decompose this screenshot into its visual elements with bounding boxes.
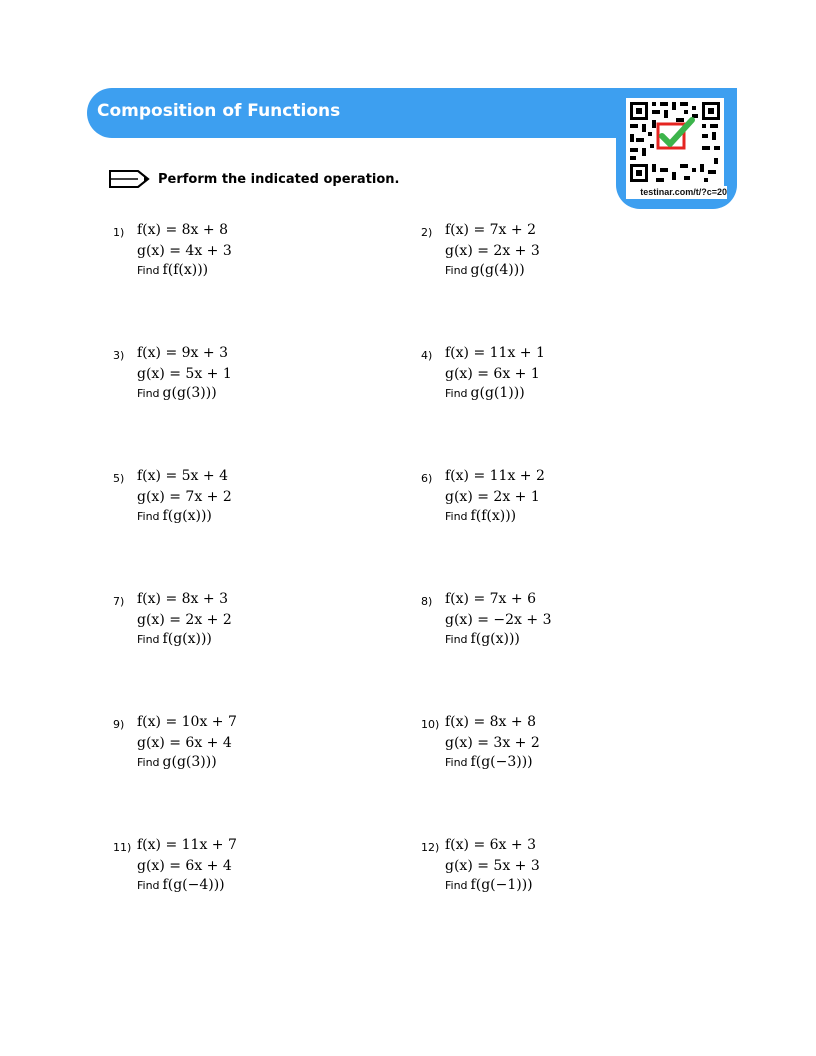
problem-number: 5): [113, 472, 125, 485]
g-definition: g(x) = 5x + 3: [445, 858, 540, 874]
g-definition: g(x) = 6x + 4: [137, 858, 232, 874]
problem-item: [113, 837, 393, 907]
instruction-text: Perform the indicated operation.: [158, 172, 400, 187]
f-definition: f(x) = 8x + 8: [137, 222, 228, 238]
problem-number: 10): [421, 718, 440, 731]
f-definition: f(x) = 10x + 7: [137, 714, 237, 730]
find-target: f(g(x))): [162, 631, 212, 647]
f-definition: f(x) = 8x + 8: [445, 714, 536, 730]
find-target: f(g(−4))): [162, 877, 225, 893]
find-expression: [445, 754, 533, 770]
find-expression: [137, 631, 212, 647]
g-definition: g(x) = −2x + 3: [445, 612, 552, 628]
g-definition: g(x) = 5x + 1: [137, 366, 232, 382]
problem-number: 8): [421, 595, 433, 608]
problem-number: 2): [421, 226, 433, 239]
find-expression: [445, 508, 516, 524]
find-expression: [445, 877, 533, 893]
f-definition: f(x) = 11x + 1: [445, 345, 545, 361]
f-definition: f(x) = 11x + 2: [445, 468, 545, 484]
f-definition: f(x) = 8x + 3: [137, 591, 228, 607]
problem-number: 6): [421, 472, 433, 485]
problem-item: [421, 222, 701, 292]
find-target: g(g(3))): [162, 754, 217, 770]
problem-number: 4): [421, 349, 433, 362]
find-target: g(g(3))): [162, 385, 217, 401]
qr-code-icon: [626, 98, 724, 186]
problem-item: [421, 591, 701, 661]
find-target: f(g(−1))): [470, 877, 533, 893]
g-definition: g(x) = 6x + 4: [137, 735, 232, 751]
problem-item: [113, 714, 393, 784]
find-expression: [137, 508, 212, 524]
f-definition: f(x) = 7x + 2: [445, 222, 536, 238]
find-target: f(g(−3))): [470, 754, 533, 770]
problem-number: 11): [113, 841, 132, 854]
find-label: Find: [137, 387, 160, 400]
find-target: f(g(x))): [162, 508, 212, 524]
problem-item: [421, 714, 701, 784]
g-definition: g(x) = 2x + 2: [137, 612, 232, 628]
problem-item: [113, 222, 393, 292]
g-definition: g(x) = 7x + 2: [137, 489, 232, 505]
problem-number: 7): [113, 595, 125, 608]
problem-item: [113, 345, 393, 415]
f-definition: f(x) = 7x + 6: [445, 591, 536, 607]
g-definition: g(x) = 2x + 1: [445, 489, 540, 505]
problem-item: [113, 468, 393, 538]
find-label: Find: [445, 756, 468, 769]
find-expression: [445, 262, 525, 278]
g-definition: g(x) = 4x + 3: [137, 243, 232, 259]
find-expression: [137, 877, 225, 893]
f-definition: f(x) = 6x + 3: [445, 837, 536, 853]
find-expression: [137, 754, 217, 770]
find-label: Find: [137, 756, 160, 769]
find-label: Find: [137, 879, 160, 892]
find-target: f(g(x))): [470, 631, 520, 647]
problem-item: [421, 345, 701, 415]
find-label: Find: [445, 264, 468, 277]
g-definition: g(x) = 2x + 3: [445, 243, 540, 259]
find-expression: [445, 631, 520, 647]
problem-number: 3): [113, 349, 125, 362]
f-definition: f(x) = 9x + 3: [137, 345, 228, 361]
problem-item: [421, 837, 701, 907]
find-target: g(g(1))): [470, 385, 525, 401]
qr-url-text: testinar.com/t/?c=20: [626, 186, 727, 199]
find-label: Find: [445, 510, 468, 523]
g-definition: g(x) = 3x + 2: [445, 735, 540, 751]
qr-panel: [616, 88, 737, 209]
problem-number: 1): [113, 226, 125, 239]
find-label: Find: [445, 879, 468, 892]
pencil-icon: [108, 168, 152, 190]
problem-number: 9): [113, 718, 125, 731]
find-expression: [445, 385, 525, 401]
find-label: Find: [137, 633, 160, 646]
find-label: Find: [445, 387, 468, 400]
find-expression: [137, 262, 208, 278]
f-definition: f(x) = 5x + 4: [137, 468, 228, 484]
find-label: Find: [137, 264, 160, 277]
find-label: Find: [445, 633, 468, 646]
problem-number: 12): [421, 841, 440, 854]
find-target: g(g(4))): [470, 262, 525, 278]
find-target: f(f(x))): [470, 508, 517, 524]
problem-item: [113, 591, 393, 661]
page-title: Composition of Functions: [97, 101, 341, 121]
find-label: Find: [137, 510, 160, 523]
find-target: f(f(x))): [162, 262, 209, 278]
f-definition: f(x) = 11x + 7: [137, 837, 237, 853]
find-expression: [137, 385, 217, 401]
problem-item: [421, 468, 701, 538]
g-definition: g(x) = 6x + 1: [445, 366, 540, 382]
